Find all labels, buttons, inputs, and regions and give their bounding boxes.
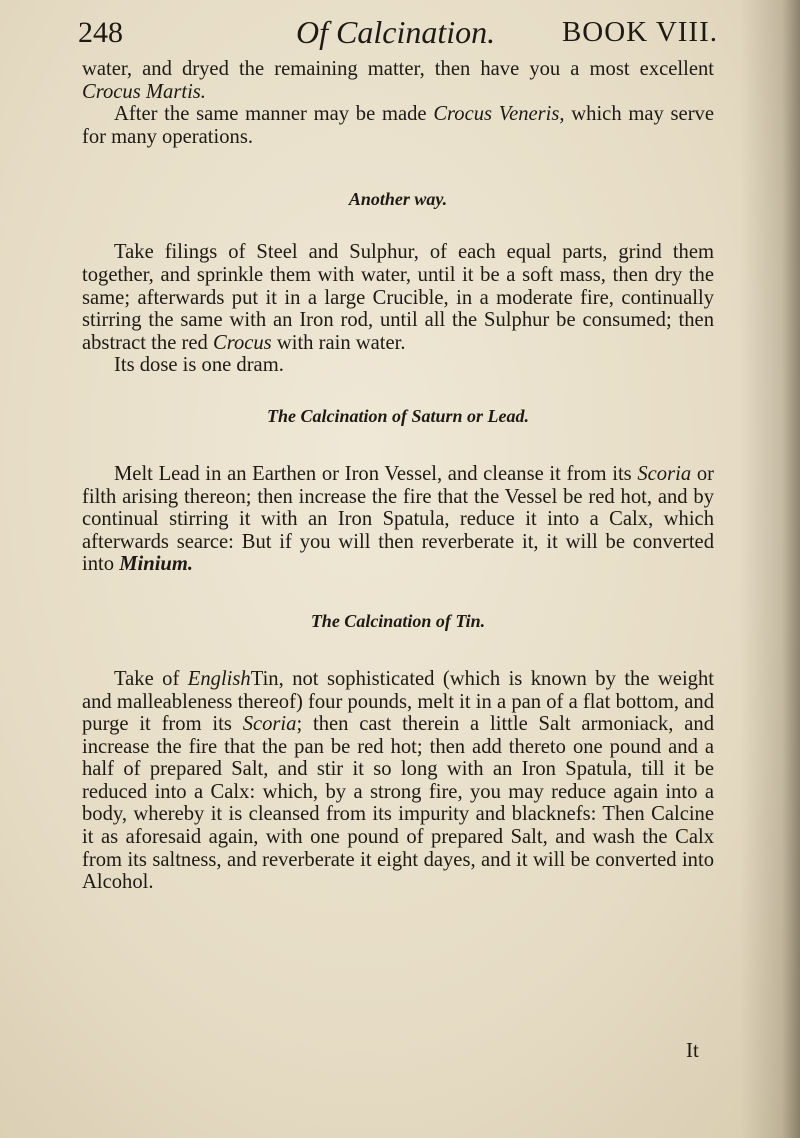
paragraph: Melt Lead in an Earthen or Iron Vessel, and cleanse it from its Scoria or filth arising thereon; then increase the fire that the Vessel be red hot, and by continual stirring it with an Iron Spatula, reduce it into a Calx, which afterwards searce: But if you will then reverberate it, it will be converted into Minium. bbox=[82, 462, 714, 576]
page-body bbox=[82, 58, 714, 894]
running-head: Of Calcination. bbox=[296, 14, 496, 50]
section-heading: Another way. bbox=[348, 189, 448, 210]
section-heading: The Calcination of Tin. bbox=[310, 610, 486, 631]
section-heading: The Calcination of Saturn or Lead. bbox=[266, 405, 530, 426]
book-label: BOOK VIII. bbox=[561, 16, 718, 48]
paragraph: water, and dryed the remaining matter, then have you a most excellent Crocus Martis. bbox=[82, 58, 714, 103]
page-header bbox=[78, 12, 718, 56]
paragraph: Take of EnglishTin, not sophisticated (which is known by the weight and malleableness thereof) four pounds, melt it in a pan of a flat bottom, and purge it from its Scoria; then cast therein a little Salt armoniack, and increase the fire that the pan be red hot; then add thereto one pound and a half of prepared Salt, and stir it so long with an Iron Spatula, till it be reduced into a Calx: which, by a strong fire, you may reduce again into a body, whereby it is cleansed from its impurity and blacknefs: Then Calcine it as aforesaid again, with one pound of prepared Salt, and wash the Calx from its saltness, and reverberate it eight dayes, and it will be converted into Alcohol. bbox=[82, 667, 714, 894]
paragraph: Its dose is one dram. bbox=[114, 354, 284, 377]
paragraph: After the same manner may be made Crocus Veneris, which may serve for many operations. bbox=[82, 103, 714, 148]
catchword: It bbox=[686, 1038, 699, 1062]
paragraph: Take filings of Steel and Sulphur, of each equal parts, grind them together, and sprinkle them with water, until it be a soft mass, then dry the same; afterwards put it in a large Crucible, in a moderate fire, continually stirring the same with an Iron rod, until all the Sulphur be consumed; then abstract the red Crocus with rain water. bbox=[82, 241, 714, 354]
gutter-shadow bbox=[740, 0, 800, 1138]
page-number: 248 bbox=[78, 16, 123, 49]
